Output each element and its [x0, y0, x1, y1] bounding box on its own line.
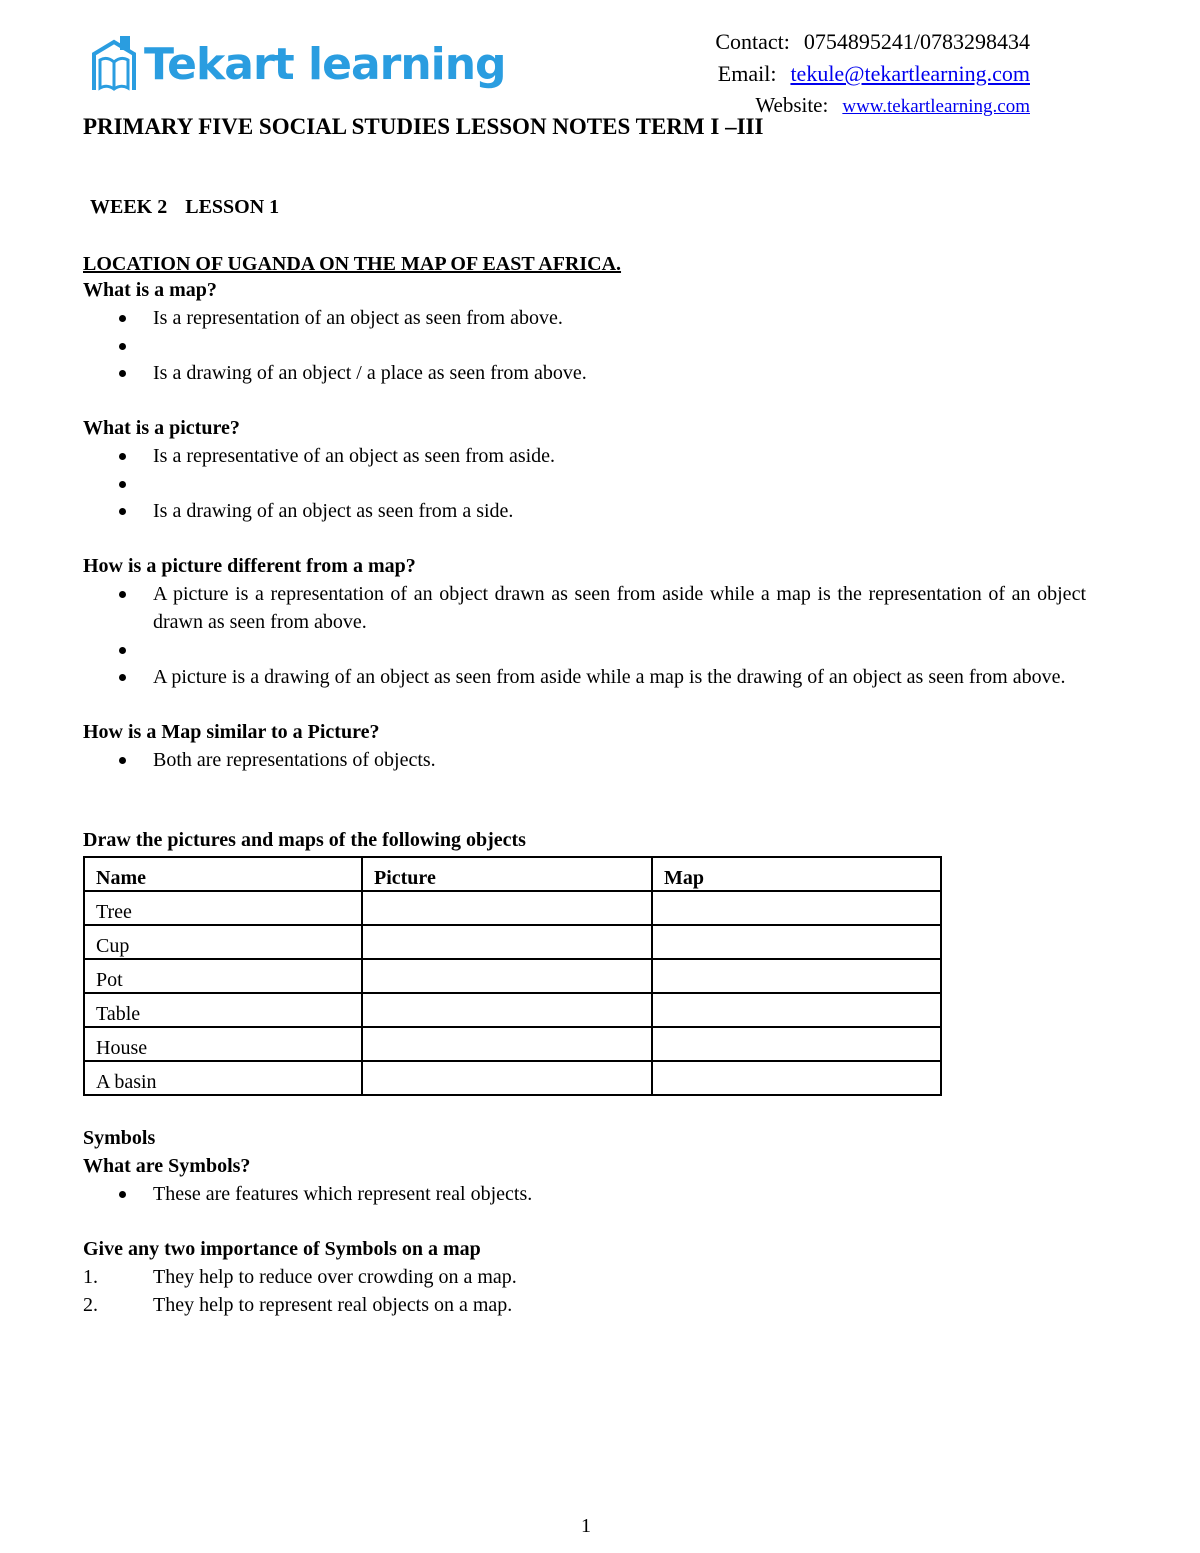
table-row	[84, 891, 941, 925]
question-importance-symbols: Give any two importance of Symbols on a map	[83, 1238, 481, 1260]
list-text: They help to reduce over crowding on a map.	[153, 1266, 517, 1288]
table-cell-picture[interactable]	[362, 1061, 652, 1095]
list-number: 1.	[83, 1266, 98, 1288]
contact-line	[715, 26, 1030, 58]
spacer	[83, 387, 1086, 414]
symbols-heading: Symbols	[83, 1127, 156, 1149]
question-similarity: How is a Map similar to a Picture?	[83, 721, 380, 743]
list-item: Is a representative of an object as seen from aside.	[83, 442, 1086, 470]
question-what-are-symbols: What are Symbols?	[83, 1155, 251, 1177]
lesson-content	[83, 196, 1086, 1319]
table-cell-name: Table	[84, 993, 362, 1027]
spacer	[83, 470, 1086, 497]
table-cell-map[interactable]	[652, 1061, 941, 1095]
contact-label: Contact:	[715, 29, 790, 54]
importance-list	[83, 1263, 1086, 1319]
table-cell-map[interactable]	[652, 993, 941, 1027]
table-row	[84, 925, 941, 959]
list-item: A picture is a representation of an object drawn as seen from aside while a map is the representation of an object drawn as seen from above.	[83, 580, 1086, 636]
table-cell-map[interactable]	[652, 925, 941, 959]
table-cell-picture[interactable]	[362, 891, 652, 925]
week-label: WEEK 2	[90, 196, 168, 218]
table-cell-map[interactable]	[652, 891, 941, 925]
spacer	[83, 525, 1086, 552]
website-label: Website:	[755, 93, 829, 117]
email-line	[715, 58, 1030, 90]
column-header-map: Map	[652, 857, 941, 891]
question-what-is-picture: What is a picture?	[83, 417, 240, 439]
answer-list	[83, 746, 1086, 774]
spacer	[83, 1208, 1086, 1235]
column-header-name: Name	[84, 857, 362, 891]
topic-heading: LOCATION OF UGANDA ON THE MAP OF EAST AFRICA.	[83, 253, 622, 275]
spacer	[83, 332, 1086, 359]
table-row	[84, 959, 941, 993]
spacer	[83, 691, 1086, 718]
contact-phone: 0754895241/0783298434	[803, 29, 1030, 54]
list-item: Is a representation of an object as seen from above.	[83, 304, 1086, 332]
list-item: Both are representations of objects.	[83, 746, 1086, 774]
table-cell-picture[interactable]	[362, 1027, 652, 1061]
contact-block	[715, 26, 1030, 122]
table-cell-name: House	[84, 1027, 362, 1061]
column-header-picture: Picture	[362, 857, 652, 891]
table-cell-picture[interactable]	[362, 993, 652, 1027]
question-what-is-map: What is a map?	[83, 279, 217, 301]
table-cell-name: A basin	[84, 1061, 362, 1095]
answer-list	[83, 304, 1086, 387]
spacer	[83, 636, 1086, 663]
page-number: 1	[581, 1515, 591, 1537]
table-cell-name: Pot	[84, 959, 362, 993]
table-cell-map[interactable]	[652, 959, 941, 993]
objects-table	[83, 856, 942, 1096]
list-item: These are features which represent real objects.	[83, 1180, 1086, 1208]
list-item	[83, 1263, 1086, 1291]
book-house-icon	[90, 34, 138, 96]
table-row	[84, 1027, 941, 1061]
website-link[interactable]: www.tekartlearning.com	[842, 96, 1030, 117]
answer-list	[83, 580, 1086, 691]
table-row	[84, 1061, 941, 1095]
answer-list	[83, 1180, 1086, 1208]
list-item: Is a drawing of an object / a place as seen from above.	[83, 359, 1086, 387]
document-title: PRIMARY FIVE SOCIAL STUDIES LESSON NOTES TERM I –III	[83, 114, 764, 139]
email-label: Email:	[717, 61, 777, 86]
table-cell-picture[interactable]	[362, 959, 652, 993]
table-cell-name: Tree	[84, 891, 362, 925]
question-difference: How is a picture different from a map?	[83, 555, 416, 577]
table-cell-picture[interactable]	[362, 925, 652, 959]
lesson-label: LESSON 1	[185, 196, 280, 218]
list-item: Is a drawing of an object as seen from a side.	[83, 497, 1086, 525]
email-link[interactable]: tekule@tekartlearning.com	[790, 61, 1030, 86]
list-item: A picture is a drawing of an object as seen from aside while a map is the drawing of an object as seen from above.	[83, 663, 1086, 691]
table-cell-name: Cup	[84, 925, 362, 959]
week-lesson-heading	[90, 196, 1086, 219]
tekart-logo	[90, 30, 506, 100]
list-text: They help to represent real objects on a map.	[153, 1294, 513, 1316]
answer-list	[83, 442, 1086, 525]
list-number: 2.	[83, 1294, 98, 1316]
logo-text: Tekart learning	[144, 39, 506, 90]
draw-instruction: Draw the pictures and maps of the following objects	[83, 829, 526, 851]
spacer	[83, 774, 1086, 826]
list-item	[83, 1291, 1086, 1319]
table-row	[84, 993, 941, 1027]
table-header-row	[84, 857, 941, 891]
table-cell-map[interactable]	[652, 1027, 941, 1061]
spacer	[83, 1096, 1086, 1124]
